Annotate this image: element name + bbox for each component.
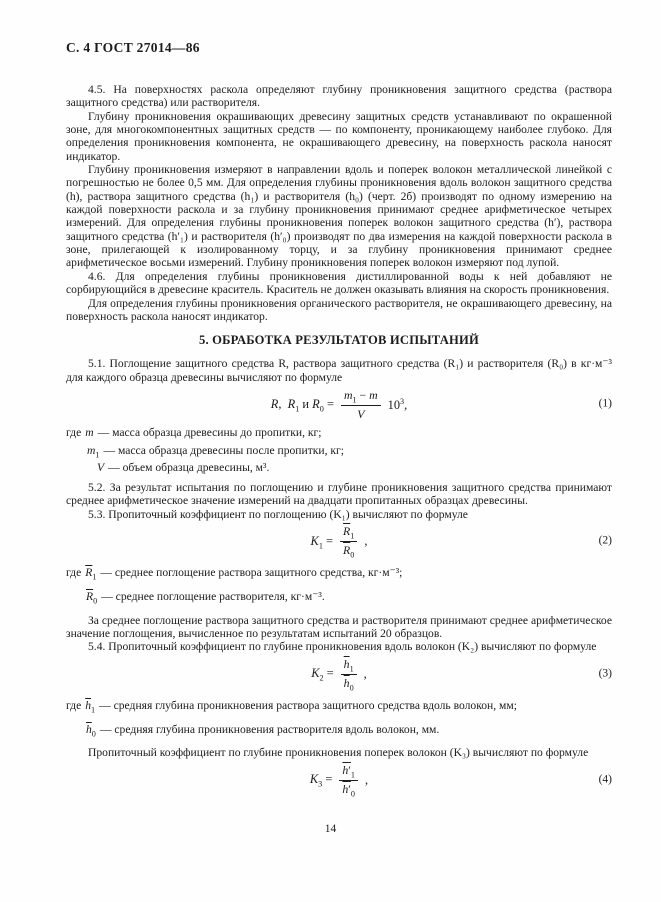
paragraph-4-6-1: 4.6. Для определения глубины проникновения дистиллированной воды к ней добавляют не сорбирующийся в древесине краситель. Краситель не должен оказывать влияния на скорость проникновения.: [66, 269, 612, 297]
formula-2-definitions: [66, 563, 612, 612]
formula-3: [66, 657, 612, 693]
paragraph-4-6-2: Для определения глубины проникновения органического растворителя, не окрашивающего древесину, на поверхность раскола наносят индикатор.: [66, 296, 612, 323]
formula-4-number: (4): [598, 773, 612, 786]
paragraph-5-1: 5.1. Поглощение защитного средства R, раствора защитного средства (R₁) и растворителя (R₀) в кг·м⁻³ для каждого образца древесины вычисляют по формуле: [66, 357, 612, 384]
running-header: С. 4 ГОСТ 27014—86: [66, 40, 200, 55]
definition-v: V — объем образца древесины, м³.: [97, 461, 270, 475]
formula-2: [66, 524, 612, 560]
formula-1-definitions: [66, 426, 612, 479]
definition-r1: где $\overline{R}_1$ — среднее поглощение раствора защитного средства, кг·м⁻³;: [66, 565, 403, 582]
definition-h1: где $\overline{h}_1$ — средняя глубина проникновения раствора защитного средства вдоль волокон, мм;: [66, 698, 517, 714]
paragraph-4-5-1: 4.5. На поверхностях раскола определяют глубину проникновения защитного средства (раствора защитного средства) или растворителя.: [66, 83, 612, 110]
formula-2-fraction: $\frac{R_1}{R_0}$: [340, 524, 357, 560]
formula-1-lhs: R, $R_1$ и $R_0$ =: [270, 396, 334, 414]
formula-1-number: (1): [598, 397, 612, 410]
formula-4-fraction: $\frac{h'_1}{h'_0}$: [339, 763, 358, 799]
formula-4-trail: ,: [364, 773, 369, 787]
section-5-heading: 5. ОБРАБОТКА РЕЗУЛЬТАТОВ ИСПЫТАНИЙ: [198, 333, 480, 348]
formula-3-lhs: $K_2$ =: [311, 666, 334, 683]
paragraph-5-4: 5.4. Пропиточный коэффициент по глубине проникновения вдоль волокон (K₂) вычисляют по формуле: [88, 640, 597, 654]
definition-r0: $\overline{R}_0$ — среднее поглощение растворителя, кг·м⁻³.: [86, 590, 325, 606]
paragraph-5-2: 5.2. За результат испытания по поглощению и глубине проникновения защитного средства принимают среднее арифметическое значение измерений на двадцати пропитанных образцах древесины.: [66, 480, 612, 508]
formula-2-lhs: $K_1$ =: [310, 533, 334, 551]
formula-1-factor: $10^3$,: [387, 396, 408, 412]
formula-2-number: (2): [598, 534, 612, 547]
formula-1: [66, 387, 612, 423]
formula-3-number: (3): [598, 667, 612, 680]
formula-3-definitions: [66, 696, 612, 745]
definition-m: где m — масса образца древесины до пропитки, кг;: [66, 425, 322, 439]
paragraph-4-5-2: Глубину проникновения окрашивающих древесину защитных средств устанавливают по окрашенной зоне, для многокомпонентных защитных средств — по компоненту, проникающему наиболее глубоко. Для определения проникновения компонента, не окрашивающего древесину, на поверхность раскола наносят индикатор.: [66, 109, 612, 163]
paragraph-5-3: 5.3. Пропиточный коэффициент по поглощению (K₁) вычисляют по формуле: [88, 507, 468, 521]
definition-h0: $\overline{h}_0$ — средняя глубина проникновения растворителя вдоль волокон, мм.: [86, 722, 440, 739]
formula-3-fraction: $\frac{h_1}{h_0}$: [341, 657, 357, 693]
paragraph-k3: Пропиточный коэффициент по глубине проникновения поперек волокон (K₃) вычисляют по формуле: [88, 746, 589, 760]
formula-4: [66, 763, 612, 799]
page-content: [66, 40, 612, 802]
definition-m1: $m_1$ — масса образца древесины после пропитки, кг;: [87, 443, 345, 459]
formula-2-trail: ,: [364, 534, 368, 549]
page-number: 14: [324, 823, 337, 835]
formula-4-lhs: $K_3$ =: [309, 772, 333, 789]
formula-1-fraction: $\frac{m_1 - m}{V}$: [341, 388, 381, 422]
paragraph-mean-absorption: За среднее поглощение раствора защитного средства и растворителя принимают среднее арифметическое значение поглощения, вычисленное по результатам испытаний 20 образцов.: [66, 613, 612, 640]
paragraph-4-5-3: Глубину проникновения измеряют в направлении вдоль и поперек волокон металлической линейкой с погрешностью не более 0,5 мм. Для определения глубины проникновения вдоль волокон защитного средства (h), раствора защитного средства (h₁) и растворителя (h₀) (черт. 2б) производят по одному измерению на каждой поверхности раскола и за глубину проникновения принимают среднее арифметическое четырех измерений. Для определения глубины проникновения поперек волокон защитного средства (h′), раствора защитного средства (h′₁) и растворителя (h′₀) производят по два измерения на каждой поверхности раскола в зоне, прилегающей к изолированному торцу, и за глубину проникновения принимают среднее арифметическое восьми измерений. Глубину проникновения поперек волокон измеряют под лупой.: [66, 163, 612, 270]
formula-3-trail: ,: [363, 667, 367, 682]
